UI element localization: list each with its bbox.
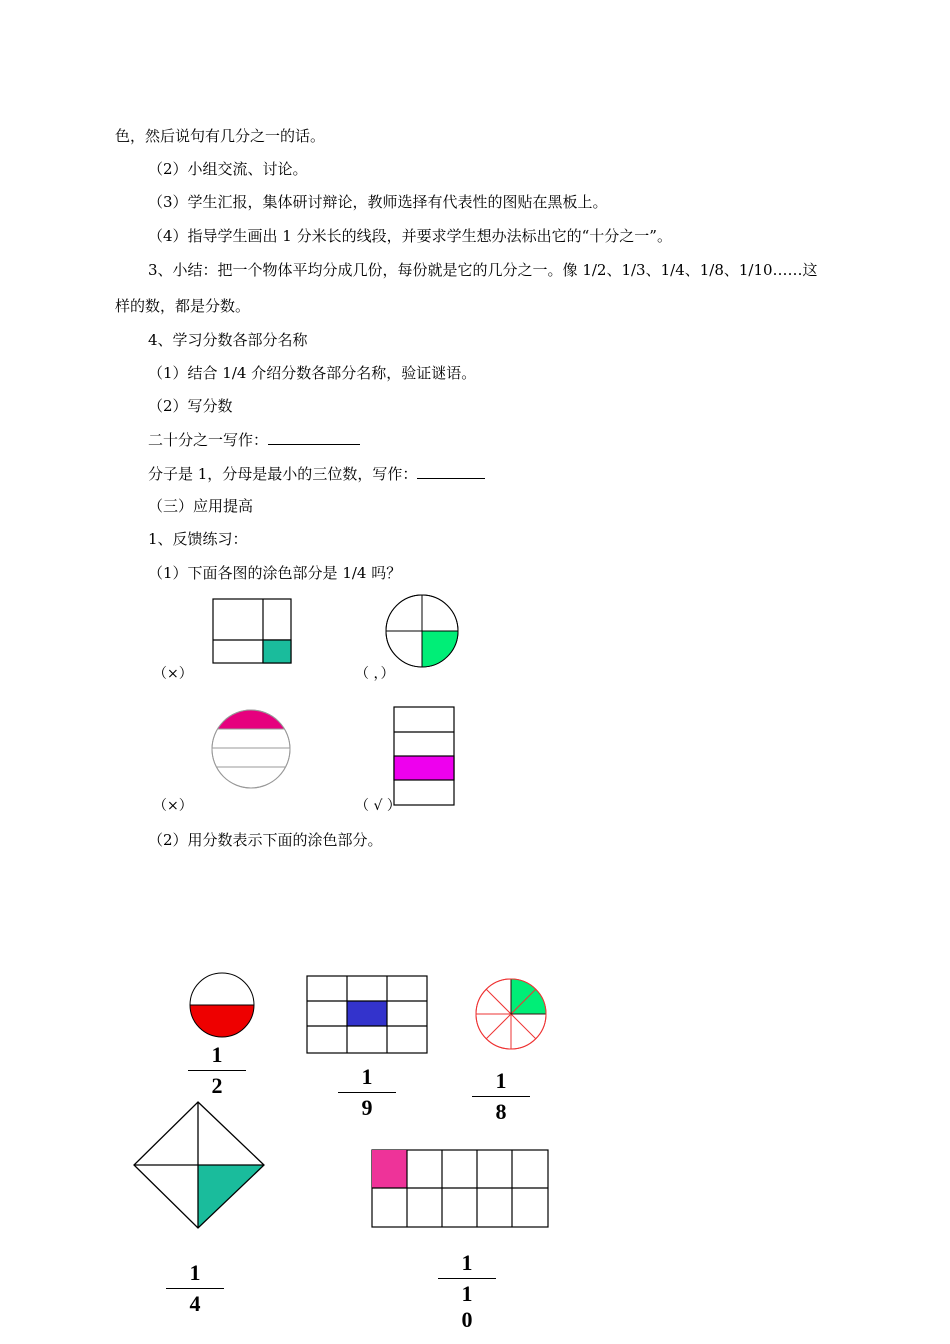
- fraction-numerator: 1: [211, 1042, 223, 1067]
- paragraph-write-fraction: （2）写分数: [148, 397, 233, 415]
- paragraph-summary-cont: 样的数，都是分数。: [115, 297, 251, 315]
- heading-fraction-parts: 4、学习分数各部分名称: [148, 331, 308, 349]
- heading-application: （三）应用提高: [148, 497, 254, 515]
- paragraph-step-2: （2）小组交流、讨论。: [148, 160, 308, 178]
- fraction-bar: [188, 1070, 246, 1071]
- half-circle-figure: [189, 971, 257, 1041]
- exercise-one-twentieth-text: 二十分之一写作：: [148, 431, 269, 449]
- answer-blank[interactable]: [417, 463, 485, 479]
- answer-4: （ √ ）: [355, 798, 401, 814]
- fraction-numerator: 1: [461, 1250, 473, 1275]
- diamond-quarter-figure: [132, 1100, 266, 1230]
- fraction-bar: [338, 1092, 396, 1093]
- fraction-half: [188, 1042, 246, 1099]
- paragraph-continuation: 色，然后说句有几分之一的话。: [115, 127, 326, 145]
- exercise-three-digit-text: 分子是 1，分母是最小的三位数，写作：: [148, 465, 418, 483]
- fraction-denominator: 8: [495, 1099, 507, 1124]
- fraction-denominator: 2: [211, 1073, 223, 1098]
- circle-eighth-figure: [474, 977, 550, 1053]
- fraction-quarter: [166, 1260, 224, 1317]
- question-1: （1）下面各图的涂色部分是 1/4 吗？: [148, 564, 402, 582]
- fraction-numerator: 1: [361, 1064, 373, 1089]
- answer-2: （ ，）: [355, 666, 395, 682]
- fraction-ninth: [338, 1064, 396, 1121]
- circle-strips-figure: [210, 710, 296, 790]
- rect-quarter-figure: [212, 598, 294, 666]
- circle-quarter-figure: [384, 595, 462, 669]
- fraction-eighth: [472, 1068, 530, 1125]
- exercise-three-digit: [148, 463, 485, 484]
- exercise-one-twentieth: [148, 429, 360, 450]
- fraction-denominator: 9: [361, 1095, 373, 1120]
- fraction-denominator: 4: [189, 1291, 201, 1316]
- fraction-bar: [438, 1278, 496, 1279]
- fraction-numerator: 1: [189, 1260, 201, 1285]
- fraction-numerator: 1: [495, 1068, 507, 1093]
- paragraph-fraction-parts-1: （1）结合 1/4 介绍分数各部分名称，验证谜语。: [148, 364, 477, 382]
- fraction-bar: [472, 1096, 530, 1097]
- answer-3: （×）: [153, 798, 193, 814]
- answer-1: （×）: [153, 666, 193, 682]
- heading-feedback: 1、反馈练习：: [148, 530, 248, 548]
- paragraph-step-4: （4）指导学生画出 1 分米长的线段，并要求学生想办法标出它的“十分之一”。: [148, 227, 672, 245]
- fraction-tenth: [438, 1250, 496, 1333]
- question-2: （2）用分数表示下面的涂色部分。: [148, 831, 383, 849]
- fraction-bar: [166, 1288, 224, 1289]
- paragraph-summary: 3、小结：把一个物体平均分成几份，每份就是它的几分之一。像 1/2、1/3、1/4、1/8、1/10……这: [148, 261, 818, 279]
- paragraph-step-3: （3）学生汇报，集体研讨辩论，教师选择有代表性的图贴在黑板上。: [148, 193, 608, 211]
- grid-tenth-figure: [371, 1149, 551, 1229]
- grid-ninth-figure: [306, 975, 430, 1055]
- stacked-rect-figure: [393, 706, 457, 808]
- answer-blank[interactable]: [268, 429, 360, 445]
- fraction-denominator-wrap: 0: [461, 1307, 473, 1332]
- fraction-denominator: 1: [461, 1281, 473, 1306]
